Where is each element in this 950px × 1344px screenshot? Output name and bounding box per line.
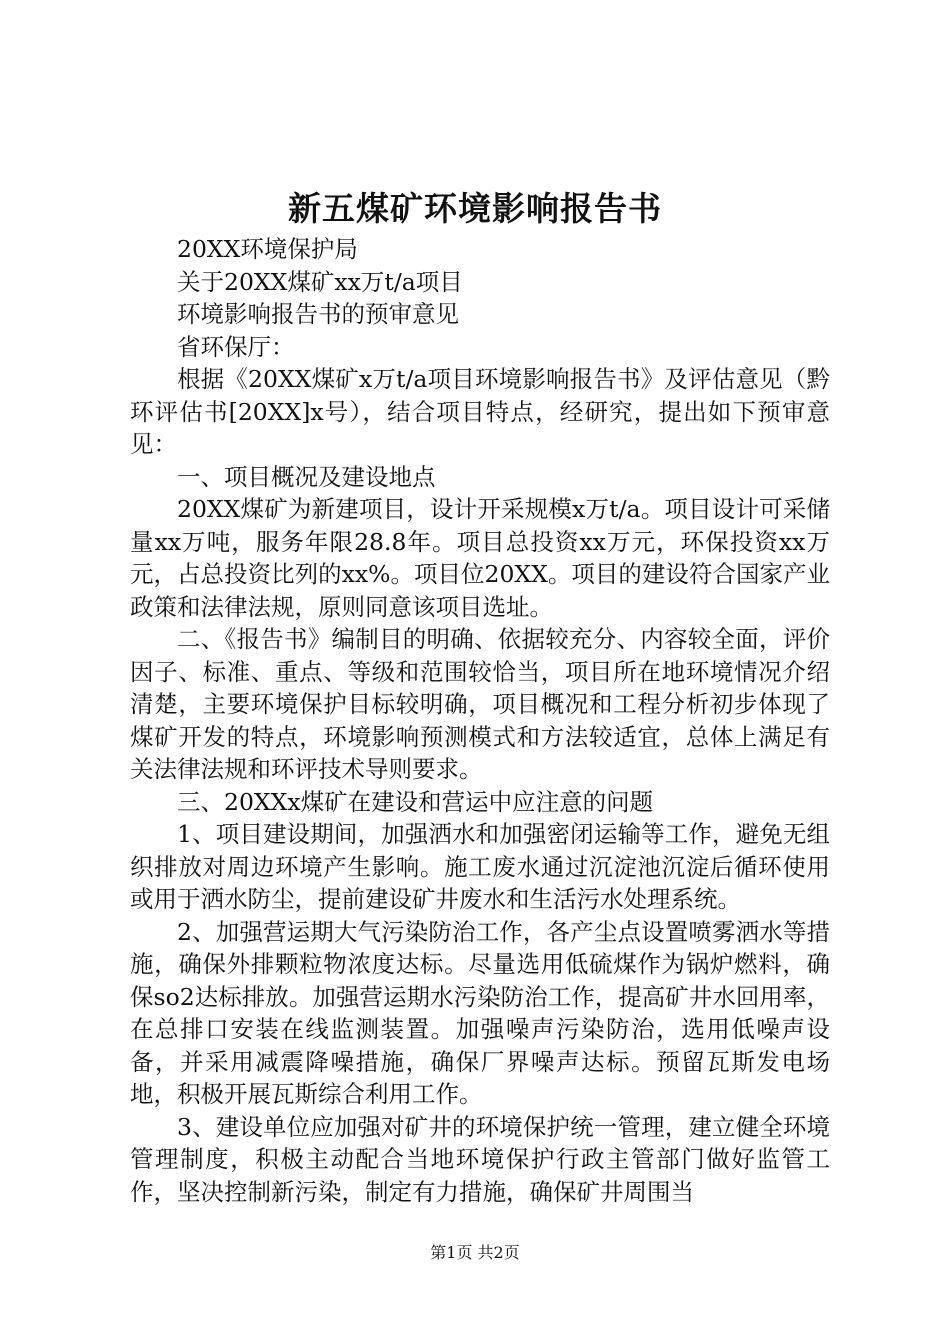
document-title: 新五煤矿环境影响报告书 xyxy=(288,189,662,228)
paragraph-subject-cont: 环境影响报告书的预审意见 xyxy=(177,300,459,328)
paragraph-overview: 20XX煤矿为新建项目，设计开采规模x万t/a。项目设计可采储量xx万吨，服务年限28.8年。项目总投资xx万元，环保投资xx万元，占总投资比列的xx%。项目位20XX。项目的建设符合国家产业政策和法律法规，原则同意该项目选址。 xyxy=(130,495,830,621)
paragraph-subject: 关于20XX煤矿xx万t/a项目 xyxy=(177,267,463,296)
paragraph-item-1: 1、项目建设期间，加强洒水和加强密闭运输等工作，避免无组织排放对周边环境产生影响。施工废水通过沉淀池沉淀后循环使用或用于洒水防尘，提前建设矿井废水和生活污水处理系统。 xyxy=(130,820,830,913)
paragraph-issuer: 20XX环境保护局 xyxy=(177,235,358,263)
paragraph-item-3: 3、建设单位应加强对矿井的环境保护统一管理，建立健全环境管理制度，积极主动配合当地环境保护行政主管部门做好监管工作，坚决控制新污染，制定有力措施，确保矿井周围当 xyxy=(130,1112,830,1206)
document-body xyxy=(130,233,830,1208)
paragraph-report-review: 二、《报告书》编制目的明确、依据较充分、内容较全面，评价因子、标准、重点、等级和范围较恰当，项目所在地环境情况介绍清楚，主要环境保护目标较明确，项目概况和工程分析初步体现了煤矿开发的特点，环境影响预测模式和方法较适宜，总体上满足有关法律法规和环评技术导则要求。 xyxy=(130,625,830,783)
section-heading-3: 三、20XXx煤矿在建设和营运中应注意的问题 xyxy=(177,787,654,816)
paragraph-item-2: 2、加强营运期大气污染防治工作，各产尘点设置喷雾洒水等措施，确保外排颗粒物浓度达标。尽量选用低硫煤作为锅炉燃料，确保so2达标排放。加强营运期水污染防治工作，提高矿井水回用率，在总排口安装在线监测装置。加强噪声污染防治，选用低噪声设备，并采用减震降噪措施，确保厂界噪声达标。预留瓦斯发电场地，积极开展瓦斯综合利用工作。 xyxy=(130,917,830,1108)
page-footer: 第1页 共2页 xyxy=(430,1243,520,1262)
paragraph-intro: 根据《20XX煤矿x万t/a项目环境影响报告书》及评估意见（黔环评估书[20XX]x号），结合项目特点，经研究，提出如下预审意见： xyxy=(130,365,830,458)
section-heading-1: 一、项目概况及建设地点 xyxy=(177,462,436,491)
paragraph-addressee: 省环保厅： xyxy=(177,332,295,361)
